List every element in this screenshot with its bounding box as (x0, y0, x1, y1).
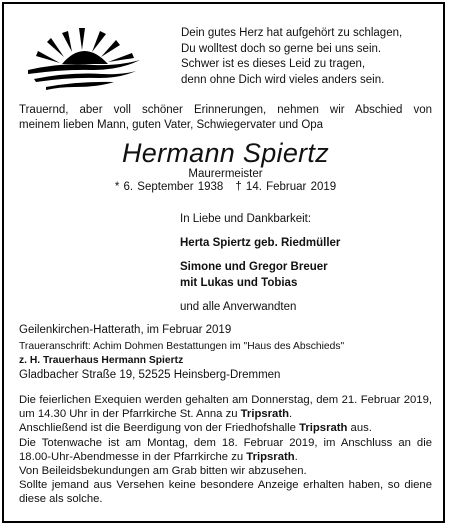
mourner-others: und alle Anverwandten (180, 301, 297, 313)
street-address: Gladbacher Straße 19, 52525 Heinsberg-Dremmen (19, 369, 281, 381)
poem-line: Du wolltest doch so gerne bei uns sein. (181, 42, 382, 55)
intro-line-1: Trauernd, aber voll schöner Erinnerungen, nehmen wir Abschied von (19, 104, 432, 116)
place-name: Tripsrath (246, 450, 295, 463)
service-notes (19, 393, 432, 507)
place-date: Geilenkirchen-Hatterath, im Februar 2019 (19, 324, 232, 336)
death-date: † 14. Februar 2019 (235, 181, 337, 193)
poem (181, 26, 436, 88)
address-block (19, 323, 432, 383)
note-exequien: Die feierlichen Exequien werden gehalten am Donnerstag, dem 21. Februar 2019, um 14.30 Uhr in der Pfarrkirche St. Anna zu Tripsrath. (19, 394, 432, 421)
deceased-name: Hermann Spiertz (121, 138, 330, 168)
note-burial: Anschließend ist die Beerdigung von der Friedhofshalle Tripsrath aus. (19, 422, 372, 435)
poem-line: Dein gutes Herz hat aufgehört zu schlagen, (181, 27, 403, 39)
deceased-profession: Maurermeister (188, 168, 263, 180)
birth-date: * 6. September 1938 (114, 181, 224, 193)
place-name: Tripsrath (299, 422, 348, 435)
note-condolence: Von Beileidsbekundungen am Grab bitten wir abzusehen. (19, 465, 307, 478)
mourners (180, 211, 430, 315)
poem-line: denn ohne Dich wird vieles anders sein. (181, 73, 385, 86)
note-apology: Sollte jemand aus Versehen keine besondere Anzeige erhalten haben, so diene diese als solche. (19, 479, 432, 506)
mail-to: z. H. Trauerhaus Hermann Spiertz (19, 355, 184, 366)
sunset-icon (24, 24, 144, 94)
intro-text (19, 103, 432, 133)
poem-line: Schwer ist es dieses Leid zu tragen, (181, 58, 366, 71)
mourner-family-1: Simone und Gregor Breuer (180, 261, 328, 273)
note-wake: Die Totenwache ist am Montag, dem 18. Februar 2019, im Anschluss an die 18.00-Uhr-Abendmesse in der Pfarrkirche zu Tripsrath. (19, 436, 432, 463)
mail-label: Traueranschrift: Achim Dohmen Bestattungen im "Haus des Abschieds" (19, 341, 345, 352)
intro-line-2: meinem lieben Mann, guten Vater, Schwiegervater und Opa (19, 119, 324, 131)
life-dates (0, 180, 451, 194)
mourners-heading: In Liebe und Dankbarkeit: (180, 213, 312, 225)
mourner-family-2: mit Lukas und Tobias (180, 277, 298, 289)
place-name: Tripsrath (240, 408, 289, 421)
mourner-wife: Herta Spiertz geb. Riedmüller (180, 237, 341, 249)
